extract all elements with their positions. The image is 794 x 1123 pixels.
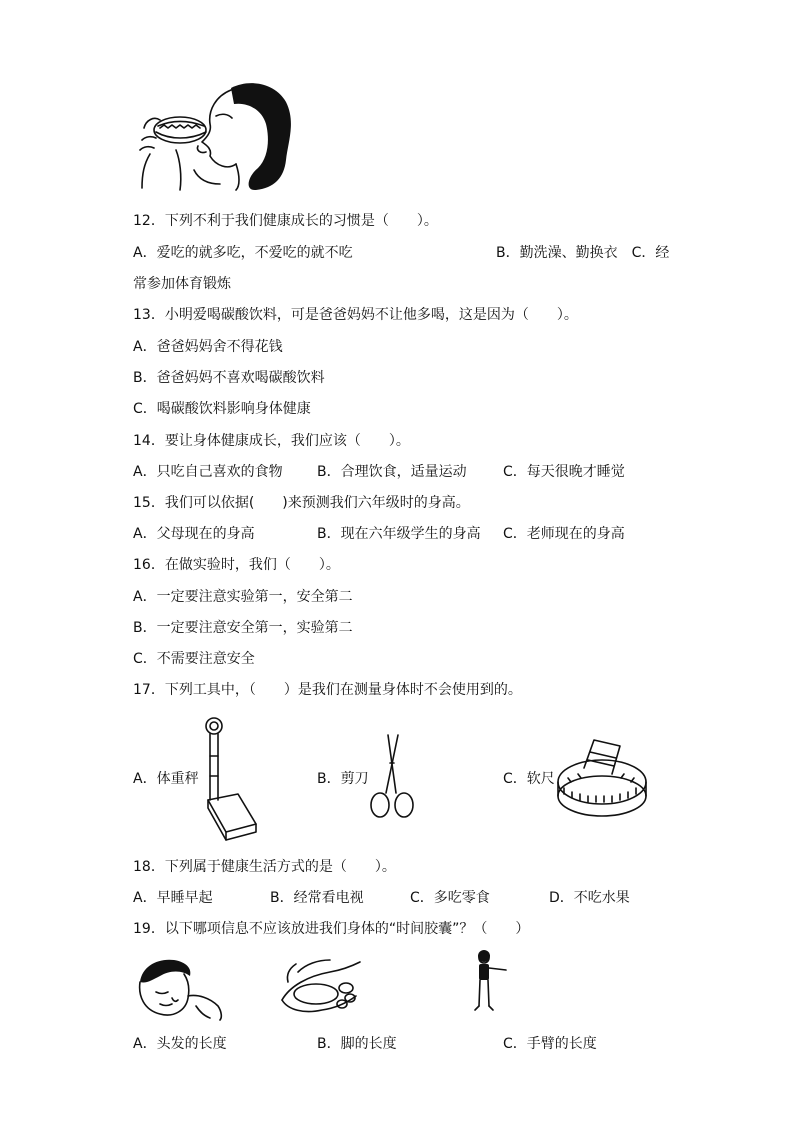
question-14-option-a: A．只吃自己喜欢的食物 <box>133 464 283 480</box>
question-12-option-c-continued: 常参加体育锻炼 <box>133 276 231 292</box>
question-18-option-b: B．经常看电视 <box>270 890 364 906</box>
question-14-option-c: C．每天很晚才睡觉 <box>503 464 625 480</box>
question-18-option-c: C．多吃零食 <box>410 890 490 906</box>
question-18-option-a: A．早睡早起 <box>133 890 213 906</box>
question-13-stem: 13．小明爱喝碳酸饮料，可是爸爸妈妈不让他多喝，这是因为（ ）。 <box>133 307 578 323</box>
question-19-stem: 19．以下哪项信息不应该放进我们身体的“时间胶囊”？（ ） <box>133 921 530 937</box>
question-16-option-b: B．一定要注意安全第一，实验第二 <box>133 620 353 636</box>
question-12-option-bc: B．勤洗澡、勤换衣 C．经 <box>496 245 670 261</box>
woman-eating-burger-image <box>136 80 296 192</box>
question-13-option-b: B．爸爸妈妈不喜欢喝碳酸饮料 <box>133 370 325 386</box>
feet-image <box>278 952 366 1018</box>
weighing-scale-image <box>198 716 262 840</box>
tape-measure-image <box>554 738 650 818</box>
question-16-option-a: A．一定要注意实验第一，安全第二 <box>133 589 353 605</box>
question-15-stem: 15．我们可以依据( )来预测我们六年级时的身高。 <box>133 495 470 511</box>
question-12-stem: 12．下列不利于我们健康成长的习惯是（ ）。 <box>133 213 438 229</box>
question-18-stem: 18．下列属于健康生活方式的是（ ）。 <box>133 859 396 875</box>
question-17-option-b: B．剪刀 <box>317 771 369 787</box>
question-15-option-c: C．老师现在的身高 <box>503 526 625 542</box>
question-13-option-a: A．爸爸妈妈舍不得花钱 <box>133 339 283 355</box>
question-15-option-a: A．父母现在的身高 <box>133 526 255 542</box>
question-18-option-d: D．不吃水果 <box>549 890 630 906</box>
question-16-option-c: C．不需要注意安全 <box>133 651 255 667</box>
question-17-option-a: A．体重秤 <box>133 771 199 787</box>
question-13-option-c: C．喝碳酸饮料影响身体健康 <box>133 401 311 417</box>
question-19-option-a: A．头发的长度 <box>133 1036 227 1052</box>
scissors-image <box>368 733 416 823</box>
child-standing-image <box>470 948 510 1014</box>
question-17-option-c: C．软尺 <box>503 771 555 787</box>
question-14-option-b: B．合理饮食，适量运动 <box>317 464 467 480</box>
question-15-option-b: B．现在六年级学生的身高 <box>317 526 481 542</box>
question-14-stem: 14．要让身体健康成长，我们应该（ ）。 <box>133 433 410 449</box>
question-16-stem: 16．在做实验时，我们（ ）。 <box>133 557 340 573</box>
question-17-stem: 17．下列工具中，（ ）是我们在测量身体时不会使用到的。 <box>133 682 522 698</box>
question-19-option-c: C．手臂的长度 <box>503 1036 597 1052</box>
question-19-option-b: B．脚的长度 <box>317 1036 397 1052</box>
question-12-option-a: A．爱吃的就多吃，不爱吃的就不吃 <box>133 245 353 261</box>
sleeping-baby-image <box>134 956 224 1020</box>
